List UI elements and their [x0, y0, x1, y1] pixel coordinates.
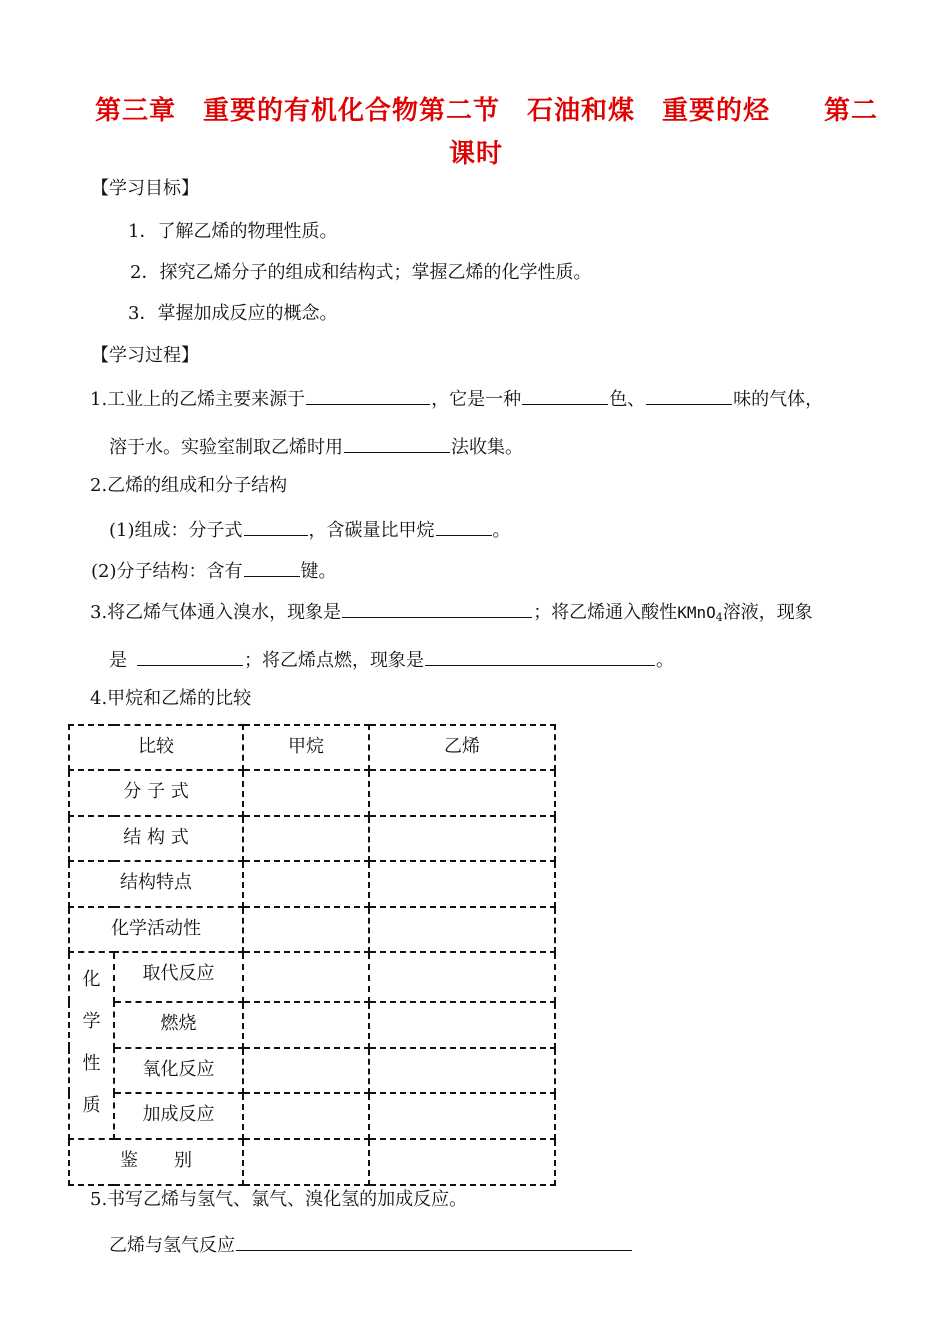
row-label-addition: 加成反应	[114, 1093, 243, 1139]
table-row	[69, 1139, 555, 1185]
q1-blank-collect[interactable]	[344, 434, 450, 453]
row-label-activity: 化学活动性	[69, 907, 243, 952]
cell-ethylene-structure[interactable]	[369, 816, 555, 861]
q3-text-a: 3.将乙烯气体通入溴水，现象是	[90, 602, 342, 623]
q3-text-d: 是	[109, 650, 127, 671]
question-2-sub1	[109, 517, 511, 542]
q1-text-c: 色、	[609, 389, 646, 410]
q2-sub2-text-a: (2)分子结构：含有	[91, 561, 243, 582]
q3-text-b: ；将乙烯通入酸性	[533, 602, 678, 623]
group-label-char-2: 学	[82, 1011, 101, 1032]
q3-blank-kmno4[interactable]	[137, 647, 243, 666]
question-3-line1	[90, 599, 813, 629]
question-2-sub2	[91, 558, 337, 583]
cell-ethylene-addition[interactable]	[369, 1093, 555, 1139]
table-row	[69, 907, 555, 952]
q1-text-b: ，它是一种	[431, 389, 522, 410]
cell-methane-substitution[interactable]	[243, 952, 369, 1002]
q2-sub1-text-a: (1)组成：分子式	[109, 520, 243, 541]
cell-methane-structure[interactable]	[243, 816, 369, 861]
table-header-row	[69, 725, 555, 770]
table-row	[69, 1093, 555, 1139]
page-title-line2: 课时	[449, 139, 504, 169]
question-5-line1	[109, 1232, 633, 1257]
row-label-substitution: 取代反应	[114, 952, 243, 1002]
q1-text-f: 法收集。	[451, 437, 523, 458]
group-label-char-1: 化	[82, 969, 101, 990]
question-1-line2	[109, 434, 523, 459]
q1-blank-odor[interactable]	[646, 386, 732, 405]
cell-ethylene-oxidation[interactable]	[369, 1048, 555, 1093]
cell-ethylene-combustion[interactable]	[369, 1002, 555, 1048]
q1-text-a: 1.工业上的乙烯主要来源于	[90, 389, 306, 410]
q2-blank-bond[interactable]	[244, 558, 300, 577]
cell-ethylene-features[interactable]	[369, 861, 555, 907]
goal-item-3: 3．掌握加成反应的概念。	[128, 303, 338, 324]
row-label-combustion: 燃烧	[114, 1002, 243, 1048]
q2-sub1-text-b: ，含碳量比甲烷	[308, 520, 435, 541]
cell-ethylene-formula[interactable]	[369, 770, 555, 816]
row-label-features: 结构特点	[69, 861, 243, 907]
row-label-identify: 鉴 别	[69, 1139, 243, 1185]
cell-methane-oxidation[interactable]	[243, 1048, 369, 1093]
header-compare: 比较	[69, 725, 243, 770]
table-row	[69, 1002, 555, 1048]
q2-sub1-text-c: 。	[492, 520, 511, 541]
row-label-structure: 结 构 式	[69, 816, 243, 861]
table-row	[69, 1048, 555, 1093]
cell-methane-identify[interactable]	[243, 1139, 369, 1185]
q2-blank-formula[interactable]	[244, 517, 308, 536]
cell-methane-addition[interactable]	[243, 1093, 369, 1139]
goal-item-2: 2．探究乙烯分子的组成和结构式；掌握乙烯的化学性质。	[130, 262, 592, 283]
header-ethylene: 乙烯	[369, 725, 555, 770]
q5-blank-hydrogen[interactable]	[236, 1232, 632, 1251]
process-heading: 【学习过程】	[91, 345, 199, 366]
row-label-formula: 分 子 式	[69, 770, 243, 816]
q5-text-hydrogen: 乙烯与氢气反应	[109, 1235, 235, 1256]
question-2-heading: 2.乙烯的组成和分子结构	[90, 475, 288, 496]
group-label-chem-props	[69, 952, 114, 1139]
q1-text-e: 溶于水。实验室制取乙烯时用	[109, 437, 343, 458]
cell-methane-combustion[interactable]	[243, 1002, 369, 1048]
comparison-table	[68, 724, 556, 1186]
q2-sub2-text-b: 键。	[300, 561, 337, 582]
group-label-char-4: 质	[82, 1095, 101, 1116]
q3-blank-bromine[interactable]	[342, 599, 532, 618]
question-4-heading: 4.甲烷和乙烯的比较	[90, 688, 252, 709]
table-row	[69, 770, 555, 816]
row-label-oxidation: 氧化反应	[114, 1048, 243, 1093]
cell-methane-features[interactable]	[243, 861, 369, 907]
table-row	[69, 861, 555, 907]
table-row	[69, 816, 555, 861]
cell-methane-formula[interactable]	[243, 770, 369, 816]
question-5-heading: 5.书写乙烯与氢气、氯气、溴化氢的加成反应。	[90, 1189, 468, 1210]
cell-methane-activity[interactable]	[243, 907, 369, 952]
q3-kmno4: KMnO	[677, 603, 716, 622]
q3-subscript-4: 4	[715, 611, 723, 624]
q3-blank-burn[interactable]	[425, 647, 655, 666]
q3-text-c: 溶液，现象	[722, 602, 813, 623]
q1-text-d: 味的气体，	[733, 389, 824, 410]
q1-blank-source[interactable]	[306, 386, 430, 405]
q3-text-e: ；将乙烯点燃，现象是	[244, 650, 424, 671]
goal-item-1: 1．了解乙烯的物理性质。	[128, 221, 338, 242]
group-label-char-3: 性	[82, 1053, 101, 1074]
cell-ethylene-activity[interactable]	[369, 907, 555, 952]
header-methane: 甲烷	[243, 725, 369, 770]
q3-text-f: 。	[656, 650, 674, 671]
table-row	[69, 952, 555, 1002]
page-title-line1: 第三章 重要的有机化合物第二节 石油和煤 重要的烃 第二	[95, 96, 879, 126]
question-3-line2	[109, 647, 674, 672]
q1-blank-color[interactable]	[522, 386, 608, 405]
cell-ethylene-substitution[interactable]	[369, 952, 555, 1002]
q2-blank-carbon[interactable]	[436, 517, 492, 536]
question-1-line1	[90, 386, 823, 411]
goals-heading: 【学习目标】	[91, 178, 199, 199]
cell-ethylene-identify[interactable]	[369, 1139, 555, 1185]
